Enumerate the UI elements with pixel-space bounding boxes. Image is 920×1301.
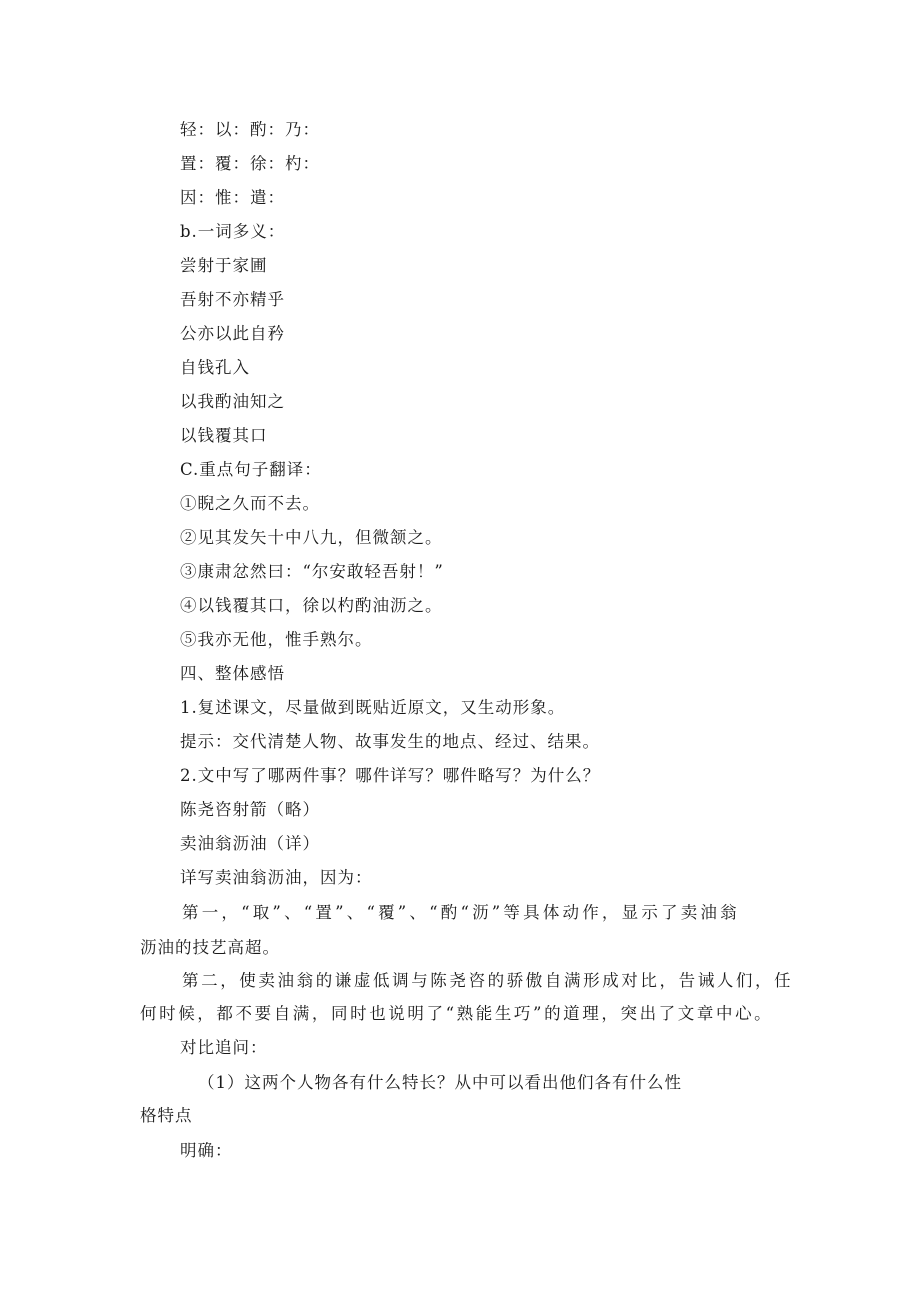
paragraph-1-line-2: 沥油的技艺高超。 xyxy=(140,938,280,957)
paragraph-1-line-1: 第一，“取”、“置”、“覆”、“酌“沥”等具体动作，显示了卖油翁 xyxy=(182,903,740,922)
paragraph-2-line-2: 何时候，都不要自满，同时也说明了“熟能生巧”的道理，突出了文章中心。 xyxy=(140,1004,774,1023)
question-2: 2.文中写了哪两件事？哪件详写？哪件略写？为什么？ xyxy=(180,766,601,785)
section-heading-polysemy: b.一词多义： xyxy=(180,222,286,241)
translation-item-5: ⑤我亦无他，惟手熟尔。 xyxy=(180,630,373,649)
translation-item-4: ④以钱覆其口，徐以杓酌油沥之。 xyxy=(180,596,443,615)
polysemy-line-4: 自钱孔入 xyxy=(180,358,250,377)
translation-item-3: ③康肃忿然曰：“尔安敢轻吾射！” xyxy=(180,562,444,581)
polysemy-line-5: 以我酌油知之 xyxy=(180,392,285,411)
polysemy-line-3: 公亦以此自矜 xyxy=(180,324,285,343)
polysemy-line-1: 尝射于家圃 xyxy=(180,256,268,275)
vocab-line-2: 置：覆：徐：杓： xyxy=(180,154,320,173)
answer-label: 明确： xyxy=(180,1141,233,1160)
vocab-line-1: 轻：以：酌：乃： xyxy=(180,120,320,139)
translation-item-2: ②见其发矢十中八九，但微颔之。 xyxy=(180,528,443,547)
answer-line-1: 陈尧咨射箭（略） xyxy=(180,800,320,819)
vocab-line-3: 因：惟：遣： xyxy=(180,188,285,207)
section-heading-translation: C.重点句子翻译： xyxy=(180,460,322,479)
polysemy-line-2: 吾射不亦精乎 xyxy=(180,290,285,309)
paragraph-2-line-1: 第二，使卖油翁的谦虚低调与陈尧咨的骄傲自满形成对比，告诫人们，任 xyxy=(182,971,794,990)
polysemy-line-6: 以钱覆其口 xyxy=(180,426,268,445)
translation-item-1: ①睨之久而不去。 xyxy=(180,494,320,513)
answer-line-3: 详写卖油翁沥油，因为： xyxy=(180,868,373,887)
followup-question-1: （1）这两个人物各有什么特长？从中可以看出他们各有什么性 xyxy=(198,1073,682,1092)
followup-question-1-cont: 格特点 xyxy=(140,1106,193,1125)
hint-line: 提示：交代清楚人物、故事发生的地点、经过、结果。 xyxy=(180,732,600,751)
question-1: 1.复述课文，尽量做到既贴近原文，又生动形象。 xyxy=(180,698,566,717)
followup-heading: 对比追问： xyxy=(180,1038,268,1057)
answer-line-2: 卖油翁沥油（详） xyxy=(180,834,320,853)
section-heading-overall: 四、整体感悟 xyxy=(180,664,285,683)
